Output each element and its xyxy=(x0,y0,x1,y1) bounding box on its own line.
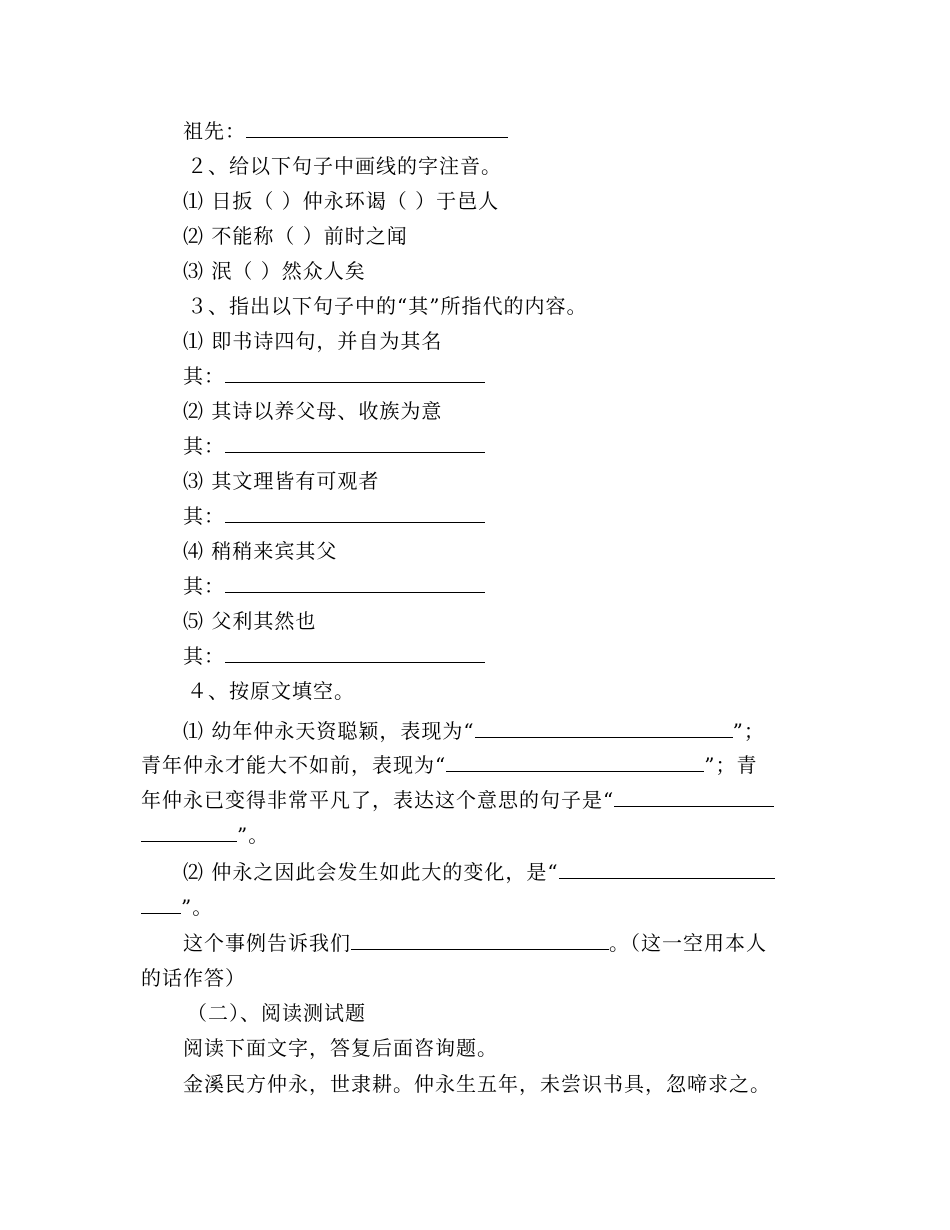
question-4-item-1-line-1 xyxy=(183,716,765,746)
fill-text: ”； xyxy=(732,719,765,743)
question-3-item-1: ⑴ 即书诗四句，并自为其名 xyxy=(183,329,443,353)
answer-line xyxy=(183,571,485,601)
answer-line xyxy=(183,431,485,461)
fill-text: 年仲永已变得非常平凡了，表达这个意思的句子是“ xyxy=(141,788,615,812)
fill-blank[interactable] xyxy=(141,820,237,842)
answer-blank[interactable] xyxy=(246,116,508,138)
question-4-item-1-line-3 xyxy=(141,785,774,815)
fill-text: ⑵ 仲永之因此会发生如此大的变化，是“ xyxy=(183,860,559,884)
fill-text: ”。 xyxy=(181,895,214,919)
fill-text: 青年仲永才能大不如前，表现为“ xyxy=(141,753,447,777)
fill-text: 这个事例告诉我们 xyxy=(183,931,351,955)
answer-blank[interactable] xyxy=(225,571,485,593)
fill-blank[interactable] xyxy=(446,750,704,772)
fill-blank[interactable] xyxy=(141,892,181,914)
answer-blank[interactable] xyxy=(225,501,485,523)
answer-line xyxy=(183,501,485,531)
question-2-item-3: ⑶ 泯（ ）然众人矣 xyxy=(183,259,366,283)
fill-text: ”；青 xyxy=(704,753,758,777)
question-3-item-4: ⑷ 稍稍来宾其父 xyxy=(183,539,338,563)
fill-blank[interactable] xyxy=(475,716,733,738)
fill-text: ”。 xyxy=(237,823,270,847)
question-3-item-3: ⑶ 其文理皆有可观者 xyxy=(183,469,380,493)
answer-line xyxy=(183,361,485,391)
answer-line xyxy=(183,641,485,671)
fill-blank[interactable] xyxy=(614,785,774,807)
question-4-heading: ４、按原文填空。 xyxy=(187,679,355,703)
answer-label: 其： xyxy=(183,504,225,528)
answer-label: 其： xyxy=(183,574,225,598)
answer-label: 其： xyxy=(183,364,225,388)
question-4-lesson-line xyxy=(183,928,767,958)
answer-label: 祖先： xyxy=(183,119,246,143)
answer-blank[interactable] xyxy=(225,431,485,453)
question-3-heading: ３、指出以下句子中的“其”所指代的内容。 xyxy=(187,294,588,318)
question-3-item-5: ⑸ 父利其然也 xyxy=(183,609,317,633)
fill-blank[interactable] xyxy=(351,928,609,950)
fill-blank[interactable] xyxy=(559,857,775,879)
question-2-item-1: ⑴ 日扳（ ）仲永环谒（ ）于邑人 xyxy=(183,189,500,213)
answer-label: 其： xyxy=(183,434,225,458)
question-2-heading: ２、给以下句子中画线的字注音。 xyxy=(187,154,502,178)
fill-text: ⑴ 幼年仲永天资聪颖，表现为“ xyxy=(183,719,475,743)
question-3-item-2: ⑵ 其诗以养父母、收族为意 xyxy=(183,399,443,423)
reading-passage-line-1: 金溪民方仲永，世隶耕。仲永生五年，未尝识书具，忽啼求之。 xyxy=(183,1072,771,1096)
reading-instruction: 阅读下面文字，答复后面咨询题。 xyxy=(183,1036,498,1060)
question-4-item-1-line-4 xyxy=(141,820,269,850)
answer-line-ancestor xyxy=(183,116,508,146)
question-4-item-2-line-2 xyxy=(141,892,213,922)
question-4-item-2-line-1 xyxy=(183,857,775,887)
question-4-item-1-line-2 xyxy=(141,750,757,780)
answer-blank[interactable] xyxy=(225,641,485,663)
fill-text: 。（这一空用本人 xyxy=(609,931,767,955)
answer-blank[interactable] xyxy=(225,361,485,383)
section-heading-reading-test: （二）、阅读测试题 xyxy=(187,1001,366,1025)
answer-label: 其： xyxy=(183,644,225,668)
question-2-item-2: ⑵ 不能称（ ）前时之闻 xyxy=(183,224,408,248)
question-4-lesson-line-2: 的话作答） xyxy=(141,966,246,990)
